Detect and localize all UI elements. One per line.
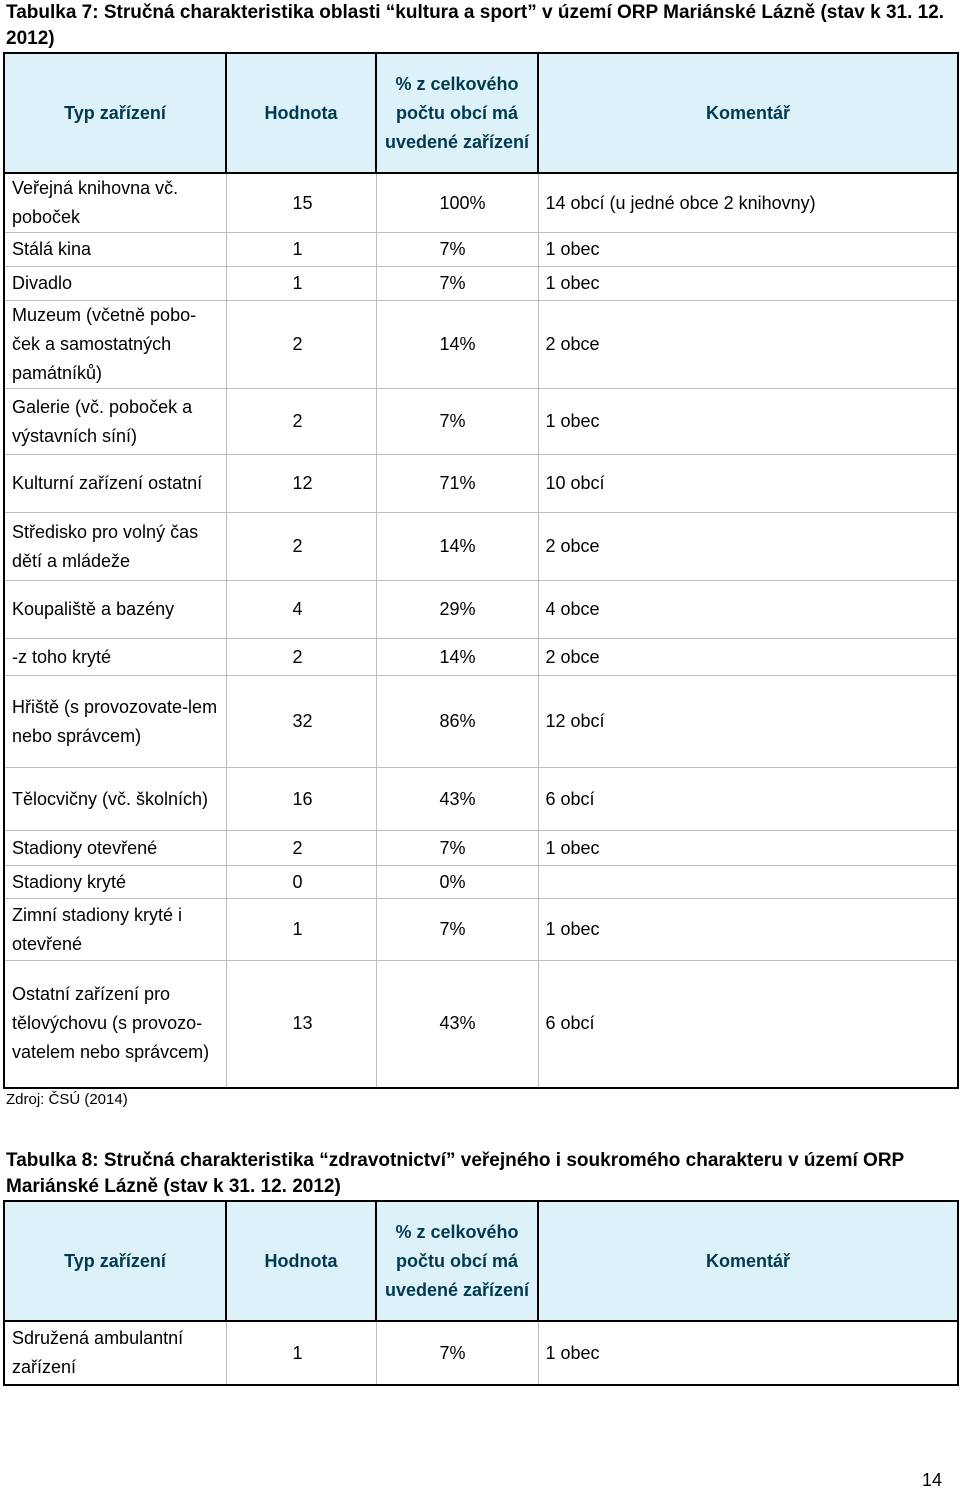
table-row xyxy=(4,639,958,676)
cell-value: 1 xyxy=(226,233,376,267)
cell-type: Stálá kina xyxy=(4,233,226,267)
table-row xyxy=(4,581,958,639)
cell-comment: 6 obcí xyxy=(538,961,958,1088)
cell-percent: 7% xyxy=(376,831,538,866)
table-row xyxy=(4,267,958,301)
cell-value: 0 xyxy=(226,866,376,899)
cell-type: Kulturní zařízení ostatní xyxy=(4,455,226,513)
table-7-caption: Tabulka 7: Stručná charakteristika oblasti “kultura a sport” v území ORP Mariánské Lázně (stav k 31. 12. 2012) xyxy=(6,2,945,49)
cell-type: Koupaliště a bazény xyxy=(4,581,226,639)
table-row xyxy=(4,455,958,513)
table-row xyxy=(4,1321,958,1385)
table-row xyxy=(4,173,958,233)
cell-percent: 71% xyxy=(376,455,538,513)
table-row xyxy=(4,899,958,961)
cell-type: Divadlo xyxy=(4,267,226,301)
cell-percent: 7% xyxy=(376,899,538,961)
cell-value: 16 xyxy=(226,768,376,831)
cell-value: 1 xyxy=(226,1321,376,1385)
cell-percent: 7% xyxy=(376,389,538,455)
cell-type: Ostatní zařízení pro tělovýchovu (s provozo-vatelem nebo správcem) xyxy=(4,961,226,1088)
cell-type: -z toho kryté xyxy=(4,639,226,676)
table-row xyxy=(4,831,958,866)
table-row xyxy=(4,961,958,1088)
cell-value: 15 xyxy=(226,173,376,233)
cell-value: 2 xyxy=(226,639,376,676)
cell-value: 32 xyxy=(226,676,376,768)
cell-type: Stadiony otevřené xyxy=(4,831,226,866)
cell-comment: 6 obcí xyxy=(538,768,958,831)
cell-comment: 1 obec xyxy=(538,389,958,455)
header-percent: % z celkového počtu obcí má uvedené zařízení xyxy=(376,53,538,173)
cell-type: Sdružená ambulantní zařízení xyxy=(4,1321,226,1385)
cell-comment: 1 obec xyxy=(538,1321,958,1385)
cell-comment: 1 obec xyxy=(538,899,958,961)
cell-comment: 1 obec xyxy=(538,267,958,301)
cell-value: 12 xyxy=(226,455,376,513)
cell-percent: 29% xyxy=(376,581,538,639)
cell-value: 2 xyxy=(226,831,376,866)
table-8-caption: Tabulka 8: Stručná charakteristika “zdravotnictví” veřejného i soukromého charakteru v území ORP Mariánské Lázně (stav k 31. 12. 2012) xyxy=(6,1150,904,1197)
cell-type: Středisko pro volný čas dětí a mládeže xyxy=(4,513,226,581)
header-comment: Komentář xyxy=(538,1201,958,1321)
cell-type: Hřiště (s provozovate-lem nebo správcem) xyxy=(4,676,226,768)
table-row xyxy=(4,768,958,831)
cell-value: 13 xyxy=(226,961,376,1088)
cell-type: Galerie (vč. poboček a výstavních síní) xyxy=(4,389,226,455)
table-row xyxy=(4,389,958,455)
cell-value: 2 xyxy=(226,389,376,455)
header-value: Hodnota xyxy=(226,53,376,173)
cell-percent: 14% xyxy=(376,639,538,676)
cell-comment xyxy=(538,866,958,899)
table-row xyxy=(4,513,958,581)
table-7 xyxy=(3,52,959,1089)
header-comment: Komentář xyxy=(538,53,958,173)
table-row xyxy=(4,301,958,389)
cell-percent: 0% xyxy=(376,866,538,899)
cell-value: 4 xyxy=(226,581,376,639)
cell-comment: 12 obcí xyxy=(538,676,958,768)
cell-percent: 14% xyxy=(376,301,538,389)
cell-type: Stadiony kryté xyxy=(4,866,226,899)
cell-comment: 14 obcí (u jedné obce 2 knihovny) xyxy=(538,173,958,233)
table-8 xyxy=(3,1200,959,1386)
header-type: Typ zařízení xyxy=(4,53,226,173)
source-note: Zdroj: ČSÚ (2014) xyxy=(6,1091,128,1108)
cell-percent: 7% xyxy=(376,1321,538,1385)
cell-value: 1 xyxy=(226,899,376,961)
cell-comment: 2 obce xyxy=(538,639,958,676)
cell-comment: 2 obce xyxy=(538,513,958,581)
table-row xyxy=(4,866,958,899)
table-row xyxy=(4,233,958,267)
cell-type: Zimní stadiony kryté i otevřené xyxy=(4,899,226,961)
cell-comment: 1 obec xyxy=(538,831,958,866)
cell-value: 2 xyxy=(226,513,376,581)
cell-comment: 4 obce xyxy=(538,581,958,639)
cell-type: Tělocvičny (vč. školních) xyxy=(4,768,226,831)
cell-percent: 7% xyxy=(376,233,538,267)
page-number: 14 xyxy=(921,1470,942,1490)
cell-comment: 10 obcí xyxy=(538,455,958,513)
cell-percent: 100% xyxy=(376,173,538,233)
cell-type: Muzeum (včetně pobo-ček a samostatných památníků) xyxy=(4,301,226,389)
cell-value: 1 xyxy=(226,267,376,301)
table-row xyxy=(4,676,958,768)
cell-percent: 7% xyxy=(376,267,538,301)
header-type: Typ zařízení xyxy=(4,1201,226,1321)
cell-percent: 14% xyxy=(376,513,538,581)
cell-percent: 86% xyxy=(376,676,538,768)
cell-type: Veřejná knihovna vč. poboček xyxy=(4,173,226,233)
header-percent: % z celkového počtu obcí má uvedené zařízení xyxy=(376,1201,538,1321)
cell-comment: 1 obec xyxy=(538,233,958,267)
cell-percent: 43% xyxy=(376,768,538,831)
cell-comment: 2 obce xyxy=(538,301,958,389)
cell-percent: 43% xyxy=(376,961,538,1088)
cell-value: 2 xyxy=(226,301,376,389)
header-value: Hodnota xyxy=(226,1201,376,1321)
